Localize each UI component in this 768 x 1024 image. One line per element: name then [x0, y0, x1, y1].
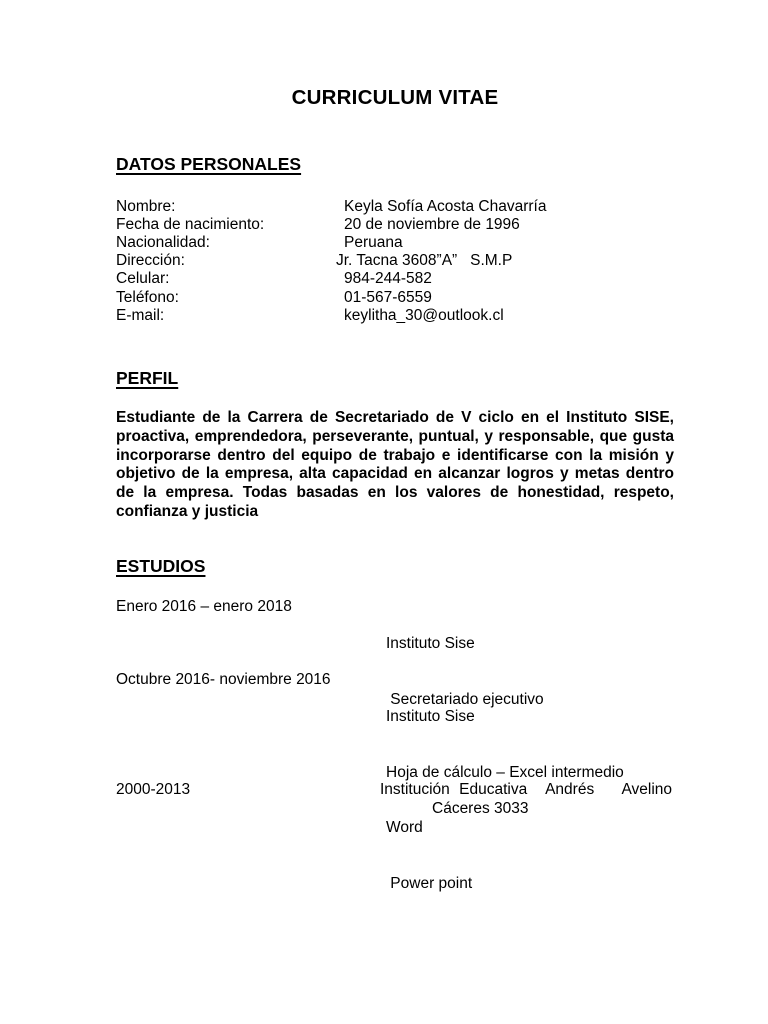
study-period: Enero 2016 – enero 2018	[116, 598, 292, 615]
profile-heading: PERFIL	[116, 368, 179, 388]
info-row-address	[116, 252, 676, 270]
info-label: Dirección:	[116, 252, 185, 269]
info-value: 01-567-6559	[344, 289, 432, 306]
info-row-birthdate	[116, 216, 676, 234]
study-detail-line: Institución Educativa Andrés Avelino	[380, 781, 672, 798]
study-detail-line: Secretariado ejecutivo	[386, 690, 544, 708]
document-title: CURRICULUM VITAE	[291, 86, 499, 109]
study-detail-line: Cáceres 3033	[432, 799, 529, 817]
info-row-email	[116, 307, 676, 325]
info-value: 20 de noviembre de 1996	[344, 216, 520, 233]
info-label: Nacionalidad:	[116, 234, 210, 251]
study-period: 2000-2013	[116, 781, 191, 798]
profile-paragraph: Estudiante de la Carrera de Secretariado de V ciclo en el Instituto SISE, proactiva, emprendedora, perseverante, puntual, y responsable, que gusta incorporarse dentro del equipo de trabajo e identificarse con la misión y objetivo de la empresa, alta capacidad en alcanzar logros y metas dentro de la empresa. Todas basadas en los valores de honestidad, respeto, confianza y justicia	[116, 409, 674, 520]
info-row-name	[116, 198, 676, 216]
info-value: Peruana	[344, 234, 403, 251]
info-value: Jr. Tacna 3608”A” S.M.P	[336, 252, 513, 269]
study-detail-line: Word	[386, 819, 423, 836]
info-row-phone	[116, 289, 676, 307]
info-value: Keyla Sofía Acosta Chavarría	[344, 198, 547, 215]
info-label: Nombre:	[116, 198, 176, 215]
study-period: Octubre 2016- noviembre 2016	[116, 671, 331, 688]
info-value: 984-244-582	[344, 270, 432, 287]
study-detail-line: Instituto Sise	[386, 708, 475, 725]
info-label: Teléfono:	[116, 289, 179, 306]
info-label: E-mail:	[116, 307, 165, 324]
study-details	[380, 781, 672, 818]
study-detail-line: Instituto Sise	[386, 635, 475, 652]
study-detail-line: Hoja de cálculo – Excel intermedio	[386, 763, 624, 781]
info-row-nationality	[116, 234, 676, 252]
study-detail-line: Power point	[386, 874, 473, 892]
studies-heading: ESTUDIOS	[116, 556, 206, 576]
info-label: Celular:	[116, 270, 170, 287]
info-label: Fecha de nacimiento:	[116, 216, 265, 233]
info-value: keylitha_30@outlook.cl	[344, 307, 504, 324]
personal-data-heading: DATOS PERSONALES	[116, 154, 302, 174]
info-row-mobile	[116, 270, 676, 288]
